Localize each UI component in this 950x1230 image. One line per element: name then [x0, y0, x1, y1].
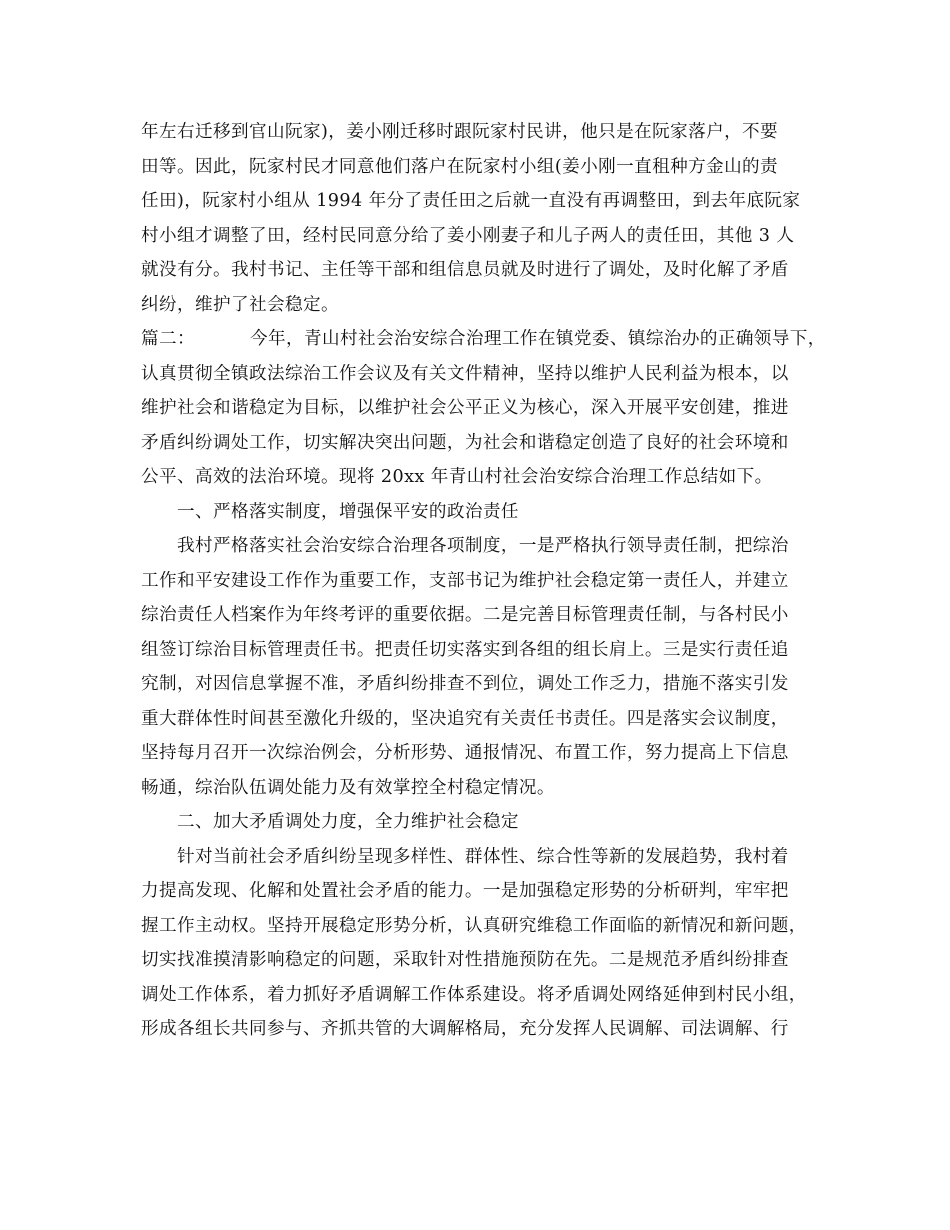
section-heading: 二、加大矛盾调处力度，全力维护社会稳定	[177, 812, 519, 832]
text-line: 纠纷，维护了社会稳定。	[141, 294, 339, 315]
document-body	[141, 115, 824, 1047]
section-heading: 一、严格落实制度，增强保平安的政治责任	[177, 501, 519, 522]
section-label: 篇二：	[141, 329, 195, 349]
text-line: 年左右迁移到官山阮家)，姜小刚迁移时跟阮家村民讲，他只是在阮家落户，不要	[141, 122, 779, 142]
section-line	[141, 322, 824, 357]
text-line: 力提高发现、化解和处置社会矛盾的能力。一是加强稳定形势的分析研判，牢牢把	[141, 881, 789, 901]
text-line: 任田)，阮家村小组从 1994 年分了责任田之后就一直没有再调整田，到去年底阮家	[141, 191, 801, 211]
text-line: 维护社会和谐稳定为目标，以维护社会公平正义为核心，深入开展平安创建，推进	[141, 398, 789, 418]
text-line: 畅通，综治队伍调处能力及有效掌控全村稳定情况。	[141, 777, 555, 798]
text-line: 村小组才调整了田，经村民同意分给了姜小刚妻子和儿子两人的责任田，其他 3 人	[141, 225, 795, 246]
text-line: 重大群体性时间甚至激化升级的，坚决追究有关责任书责任。四是落实会议制度，	[141, 708, 789, 729]
text-line: 认真贯彻全镇政法综治工作会议及有关文件精神，坚持以维护人民利益为根本，以	[141, 363, 789, 384]
text-line: 握工作主动权。坚持开展稳定形势分析，认真研究维稳工作面临的新情况和新问题，	[141, 915, 807, 936]
paragraph-first-line: 针对当前社会矛盾纠纷呈现多样性、群体性、综合性等新的发展趋势，我村着	[177, 846, 789, 867]
text-line: 公平、高效的法治环境。现将 20xx 年青山村社会治安综合治理工作总结如下。	[141, 467, 773, 487]
text-line: 综治责任人档案作为年终考评的重要依据。二是完善目标管理责任制，与各村民小	[141, 605, 789, 625]
text-line: 究制，对因信息掌握不准，矛盾纠纷排查不到位，调处工作乏力，措施不落实引发	[141, 674, 789, 694]
text-line: 就没有分。我村书记、主任等干部和组信息员就及时进行了调处，及时化解了矛盾	[141, 260, 789, 280]
text-line: 矛盾纠纷调处工作，切实解决突出问题，为社会和谐稳定创造了良好的社会环境和	[141, 432, 789, 453]
text-line: 组签订综治目标管理责任书。把责任切实落实到各组的组长肩上。三是实行责任追	[141, 639, 789, 660]
text-line: 坚持每月召开一次综治例会，分析形势、通报情况、布置工作，努力提高上下信息	[141, 743, 789, 763]
text-line: 切实找准摸清影响稳定的问题，采取针对性措施预防在先。二是规范矛盾纠纷排查	[141, 950, 789, 970]
text-line: 调处工作体系，着力抓好矛盾调解工作体系建设。将矛盾调处网络延伸到村民小组，	[141, 984, 807, 1005]
section-intro: 今年，青山村社会治安综合治理工作在镇党委、镇综治办的正确领导下，	[249, 329, 826, 349]
text-line: 形成各组长共同参与、齐抓共管的大调解格局，充分发挥人民调解、司法调解、行	[141, 1019, 789, 1039]
text-line: 田等。因此，阮家村民才同意他们落户在阮家村小组(姜小刚一直租种方金山的责	[141, 156, 779, 177]
paragraph-first-line: 我村严格落实社会治安综合治理各项制度，一是严格执行领导责任制，把综治	[177, 536, 789, 556]
text-line: 工作和平安建设工作作为重要工作，支部书记为维护社会稳定第一责任人，并建立	[141, 570, 789, 591]
